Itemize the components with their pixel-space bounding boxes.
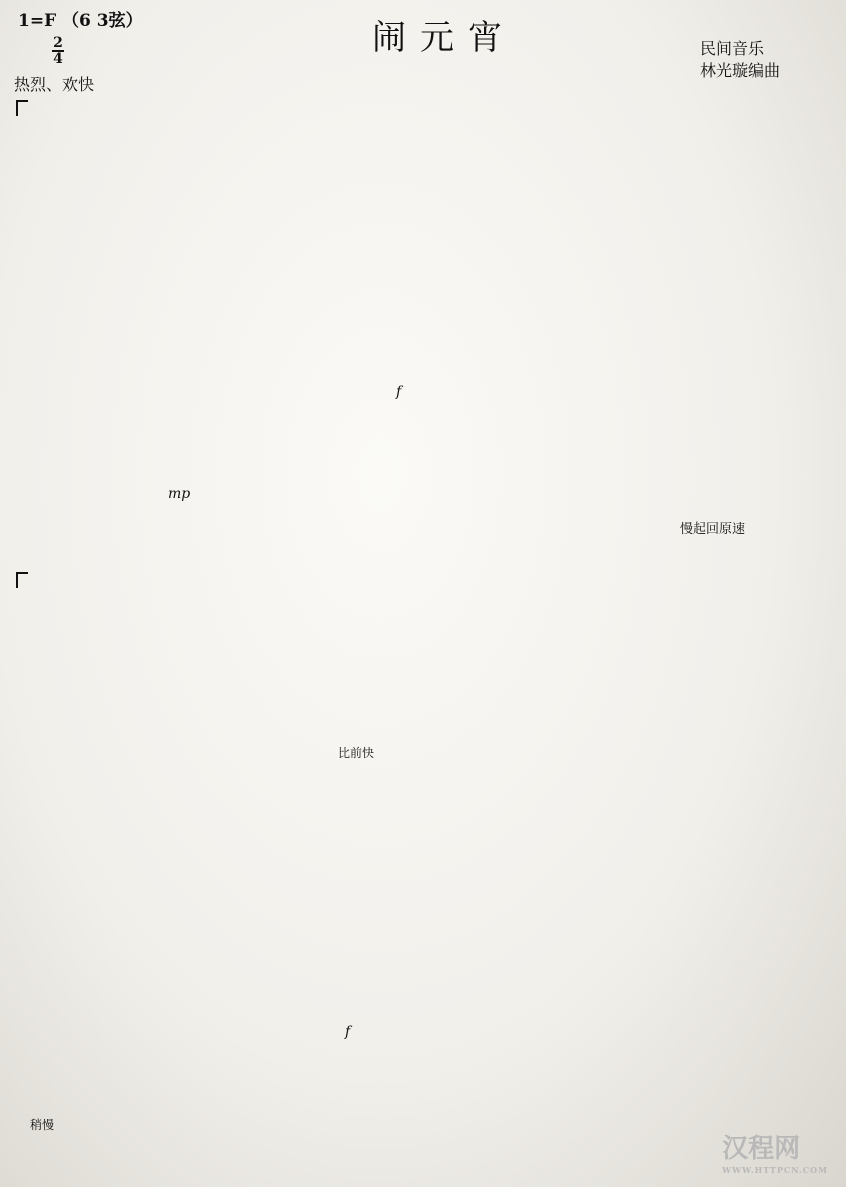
instruction-rit: 稍慢 xyxy=(30,1118,55,1132)
score-line xyxy=(22,668,828,708)
score-line xyxy=(22,122,828,162)
source-credit xyxy=(700,38,780,82)
score-line xyxy=(22,490,828,530)
time-top: 2 xyxy=(53,35,63,51)
score-line xyxy=(22,210,828,250)
score-line xyxy=(22,944,828,984)
source-line-1: 民间音乐 xyxy=(700,39,765,58)
source-line-2: 林光璇编曲 xyxy=(700,61,781,80)
score-line xyxy=(22,1036,828,1076)
watermark xyxy=(722,1128,828,1175)
score-line xyxy=(22,388,828,428)
repeat-bracket-1 xyxy=(16,100,28,116)
song-title: 闹元宵 xyxy=(372,18,516,58)
watermark-url: WWW.HTTPCN.COM xyxy=(722,1165,828,1175)
tempo-marking: 热烈、欢快 xyxy=(14,75,95,94)
score-line xyxy=(22,580,828,620)
dynamic-f-2: f xyxy=(345,1024,351,1040)
score-line xyxy=(22,1118,828,1158)
dynamic-f-1: f xyxy=(396,384,402,400)
instruction-slow-back: 慢起回原速 xyxy=(680,522,746,537)
score-line xyxy=(22,852,828,892)
key-signature: 1=F （6 3弦） xyxy=(18,11,143,31)
score-line xyxy=(22,298,828,338)
score-line xyxy=(22,760,828,800)
instruction-faster: 比前快 xyxy=(338,746,375,760)
time-signature xyxy=(52,36,64,66)
watermark-text: 汉程网 xyxy=(722,1134,801,1164)
dynamic-mp: mp xyxy=(168,486,191,502)
time-bottom: 4 xyxy=(53,51,63,67)
